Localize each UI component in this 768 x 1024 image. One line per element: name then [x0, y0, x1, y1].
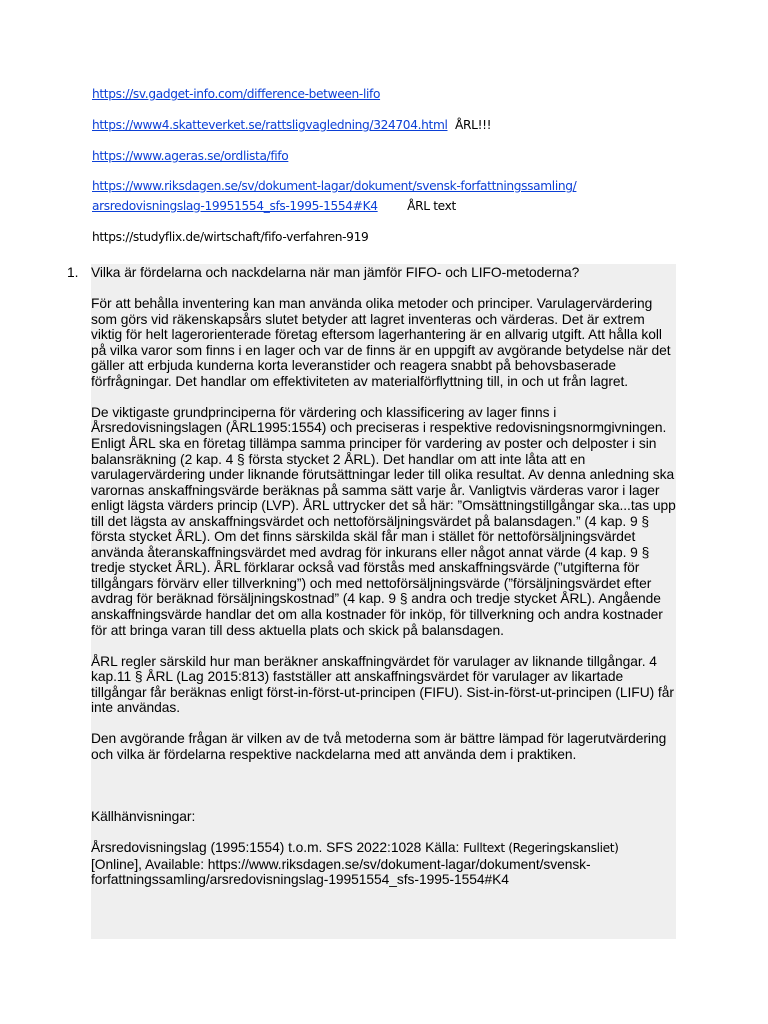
paragraph: ÅRL regler särskild hur man beräkner anskaffningvärdet för varulager av liknande tillgångar. 4 kap.11 § ÅRL (Lag 2015:813) fastställer att anskaffningsvärdet för varulager av likartade tillgångar får beräknas enligt först-in-först-ut-principen (FIFU). Sist-in-först-ut-principen (LIFU) får inte användas. — [91, 653, 674, 716]
link-riksdagen-line2[interactable]: arsredovisningslag-19951554_sfs-1995-1554#K4 — [92, 199, 378, 213]
list-number: 1. — [67, 265, 79, 280]
link-riksdagen-line1[interactable]: https://www.riksdagen.se/sv/dokument-lagar/dokument/svensk-forfattningssamling/ — [92, 179, 577, 193]
question-body — [91, 265, 679, 888]
reference-url-text: [Online], Available: https://www.riksdagen.se/sv/dokument-lagar/dokument/svensk-forfattningssamling/arsredovisningslag-19951554_sfs-1995-1554#K4 — [91, 856, 591, 888]
link-note: ÅRL!!! — [455, 118, 492, 132]
link-skatteverket[interactable]: https://www4.skatteverket.se/rattsligvagledning/324704.html — [92, 118, 448, 132]
reference-text: Årsredovisningslag (1995:1554) t.o.m. SFS 2022:1028 Källa: — [91, 840, 464, 856]
paragraph: Den avgörande frågan är vilken av de två metoderna som är bättre lämpad för lagerutvärdering och vilka är fördelarna respektive nackdelarna med att använda dem i praktiken. — [91, 731, 667, 762]
link-row — [92, 117, 491, 133]
paragraph: För att behålla inventering kan man använda olika metoder och principer. Varulagervärdering som görs vid räkenskapsårs slutet betyder att lagret inventeras och värderas. Det är extrem viktig för helt lagerorienterade företag eftersom lagerhantering är en allvarig utgift. Att hålla koll på vilka varor som finns i en lager och var de finns är en uppgift av avgörande betydelse när det gäller att erbjuda kunderna korta leveranstider och reagera snabbt på behovsbaserade förfrågningar. Det handlar om effektiviteten av materialförflyttning till, in och ut från lagret. — [91, 296, 671, 389]
references-heading: Källhänvisningar: — [91, 809, 196, 825]
link-row — [92, 86, 380, 102]
question-heading: Vilka är fördelarna och nackdelarna när man jämför FIFO- och LIFO-metoderna? — [91, 265, 580, 280]
reference-source: Fulltext (Regeringskansliet) — [463, 841, 619, 856]
reference-entry — [91, 840, 679, 888]
link-row — [92, 178, 576, 194]
link-gadget-info[interactable]: https://sv.gadget-info.com/difference-between-lifo — [92, 87, 381, 101]
link-row — [92, 148, 288, 164]
link-ageras[interactable]: https://www.ageras.se/ordlista/fifo — [92, 149, 289, 163]
plain-url-studyflix: https://studyflix.de/wirtschaft/fifo-verfahren-919 — [92, 230, 369, 244]
paragraph: De viktigaste grundprinciperna för värdering och klassificering av lager finns i Årsredovisningslagen (ÅRL1995:1554) och preciseras i respektive redovisningsnormgivningen. Enligt ÅRL ska en företag tillämpa samma principer för vardering av poster och delposter i sin balansräkning (2 kap. 4 § första stycket 2 ÅRL). Det handlar om att inte låta att en varulagervärdering under liknande förutsättningar leder till olika resultat. Av denna anledning ska varornas anskaffningsvärde beräknas på samma sätt varje år. Vanligtvis värderas varor i lager enligt lägsta värders princip (LVP). ÅRL uttrycker det så här: ”Omsättningstillgångar ska...tas upp till det lägsta av anskaffningsvärdet och nettoförsäljningsvärdet på balansdagen.” (4 kap. 9 § första stycket ÅRL). Om det finns särskilda skäl får man i stället för nettoförsäljningsvärdet använda återanskaffningsvärdet med avdrag för inkurans eller något annat värde (4 kap. 9 § tredje stycket ÅRL). ÅRL förklarar också vad förstås med anskaffningsvärde (”utgifterna för tillgångars förvärv eller tillverkning”) och med nettoförsäljningsvärde (”försäljningsvärdet efter avdrag för beräknad försäljningskostnad” (4 kap. 9 § andra och tredje stycket ÅRL). Angående anskaffningsvärde handlar det om alla kostnader för inköp, för tillverkning och andra kostnader för att bringa varan till dess aktuella plats och skick på balansdagen. — [91, 404, 676, 638]
link-note: ÅRL text — [407, 199, 456, 213]
link-row — [92, 198, 456, 214]
link-row — [92, 229, 368, 245]
